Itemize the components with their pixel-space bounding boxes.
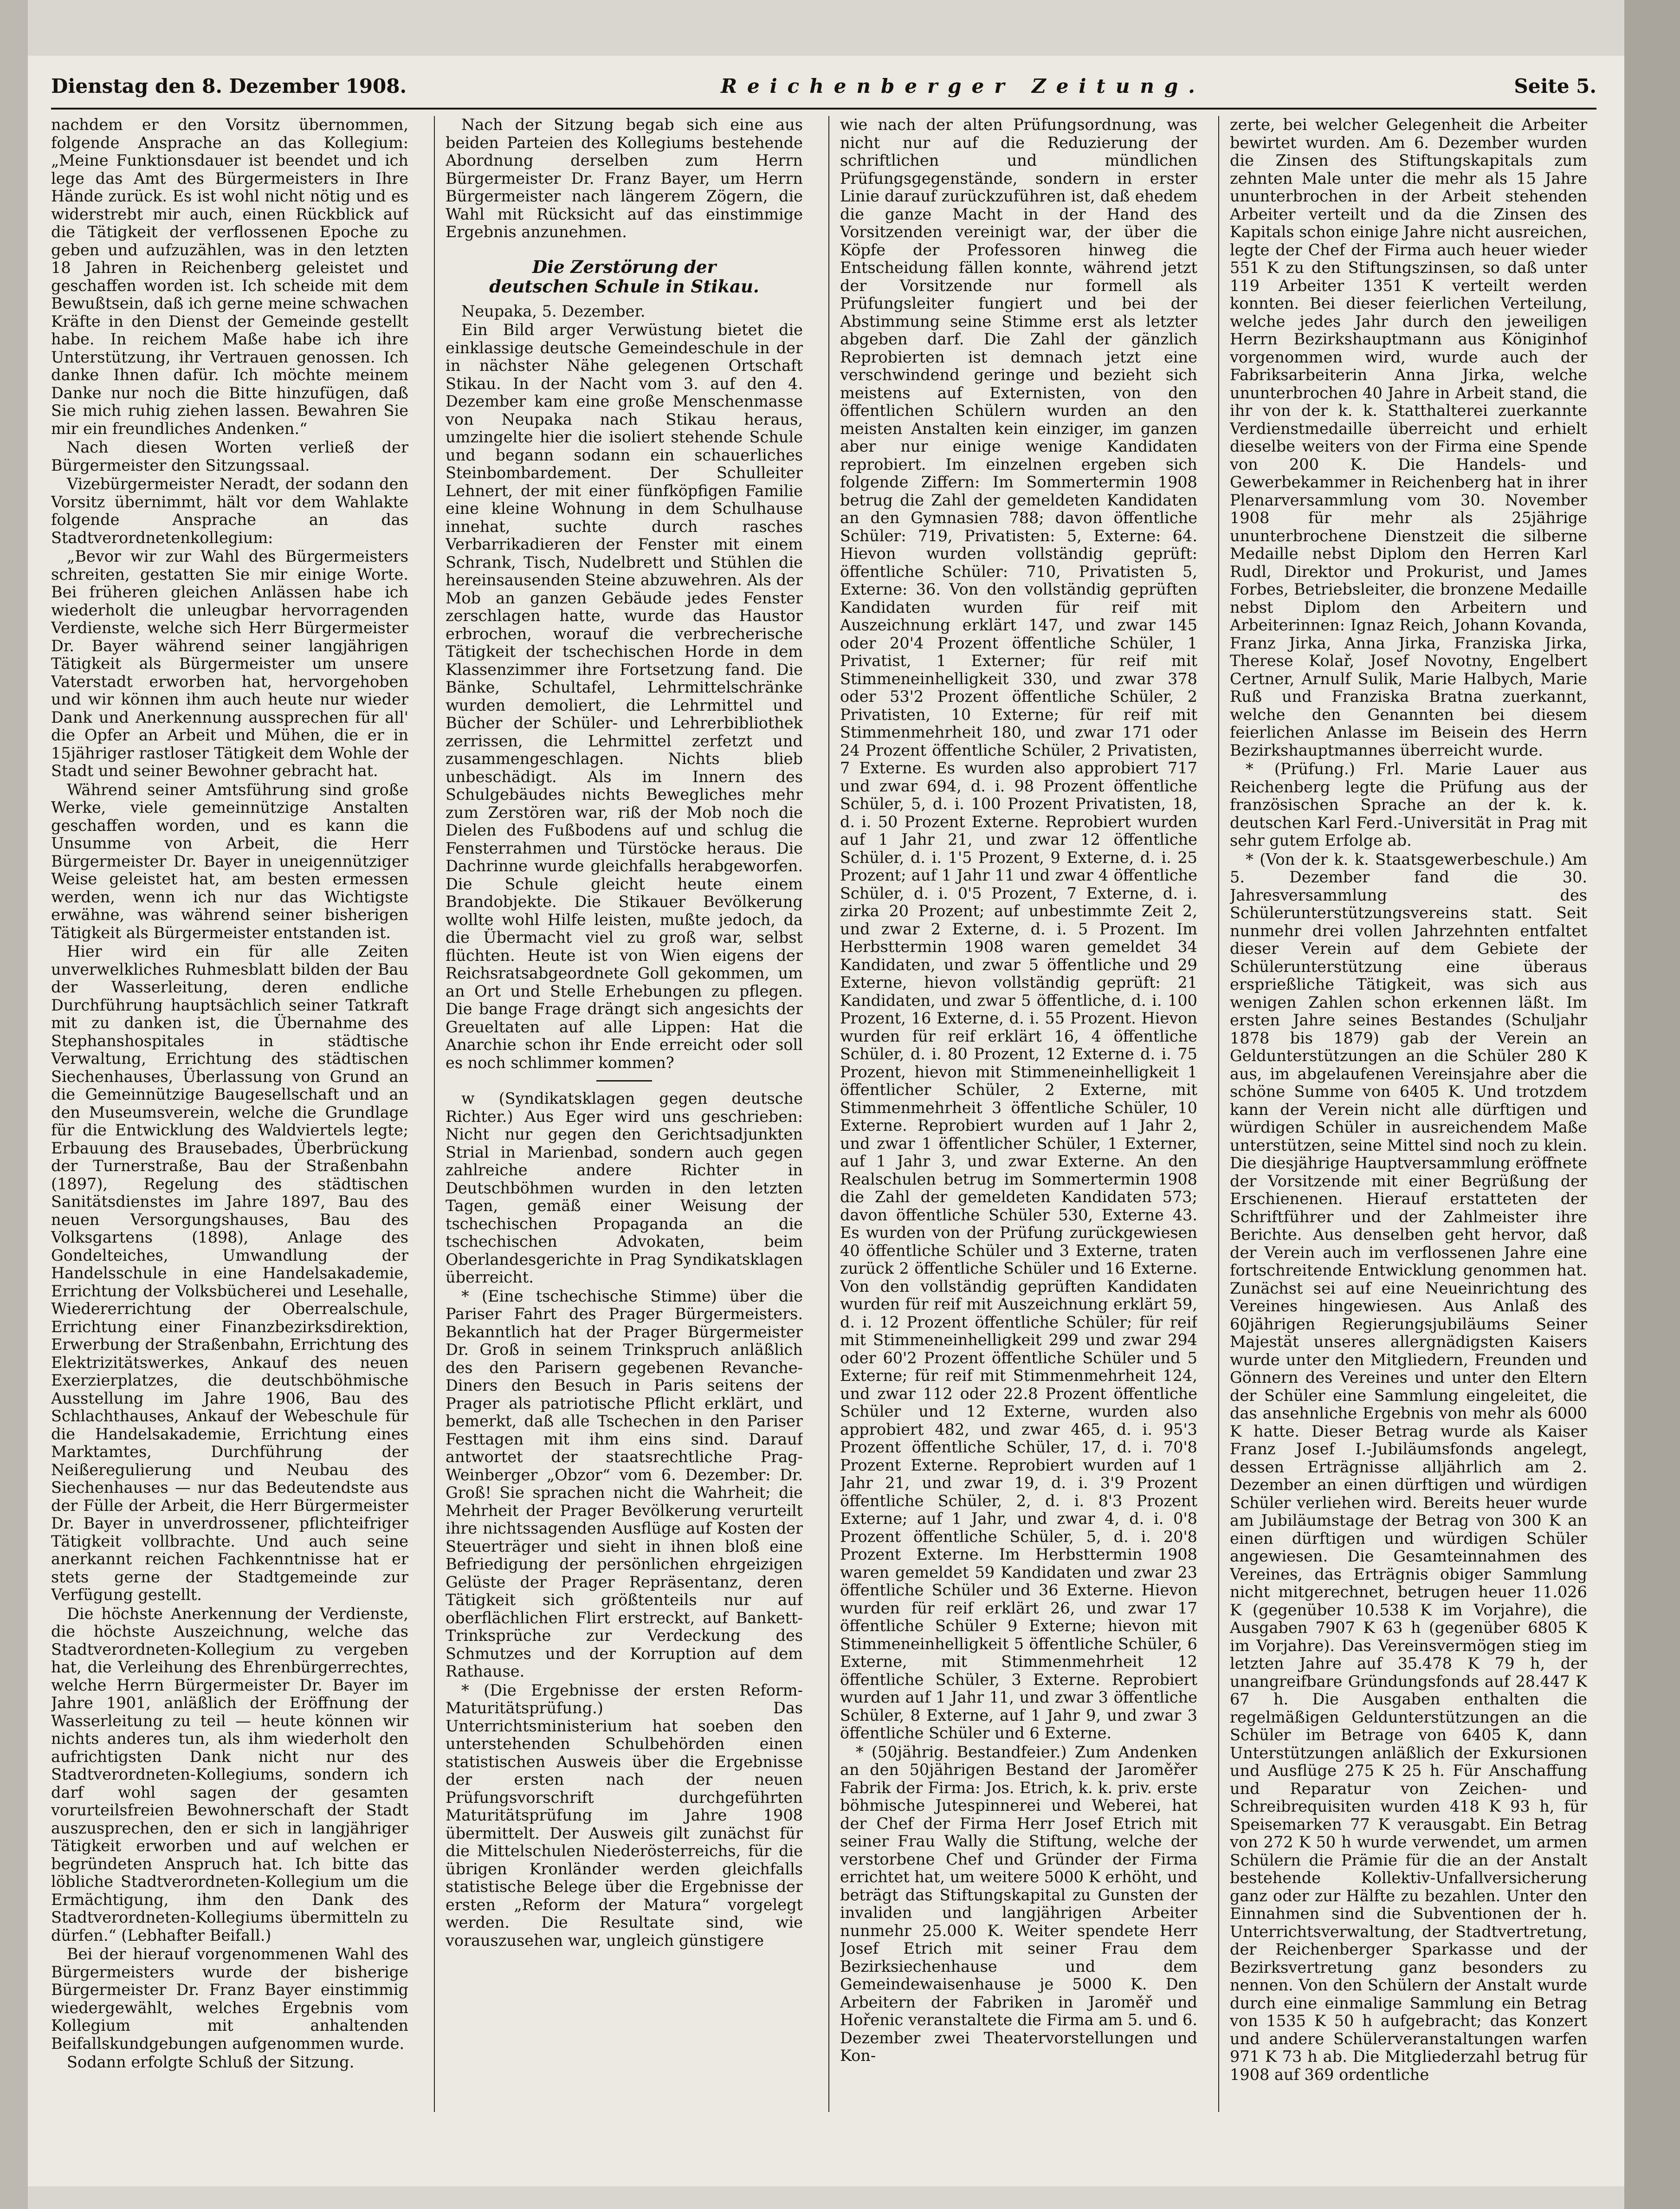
page-header <box>51 70 1596 102</box>
article-paragraph: „Bevor wir zur Wahl des Bürgermeisters schreiten, gestatten Sie mir einige Worte. Bei früheren gleichen Anlässen habe ich wiederholt die unleugbar hervorragenden Verdienste, welche sich Herr Bürgermeister Dr. Bayer während seiner langjährigen Tätigkeit als Bürgermeister um unsere Vaterstadt erworben hat, hervorgehoben und wir können ihm auch heute nur wieder Dank und Anerkennung aussprechen für all' die Opfer an Arbeit und Mühen, die er in 15jähriger rastloser Tätigkeit dem Wohle der Stadt und seiner Bewohner gebracht hat. <box>51 547 408 780</box>
article-paragraph: zerte, bei welcher Gelegenheit die Arbeiter bewirtet wurden. Am 6. Dezember wurden die Zinsen des Stiftungskapitals zum zehnten Male unter die mehr als 15 Jahre ununterbrochen in der Arbeit stehenden Arbeiter verteilt und da die Zinsen des Kapitals schon einige Jahre nicht ausreichen, legte der Chef der Firma auch heuer wieder 551 K zu den Stiftungszinsen, so daß unter 119 Arbeiter 1351 K verteilt werden konnten. Bei dieser feierlichen Verteilung, welche jedes Jahr durch den jeweiligen Herrn Bezirkshauptmann aus Königinhof vorgenommen wird, wurde auch der Fabriksarbeiterin Anna Jirka, welche ununterbrochen 40 Jahre in Arbeit stand, die ihr von der k. k. Statthalterei zuerkannte Verdienstmedaille überreicht und erhielt dieselbe weiters von der Firma eine Spende von 200 K. Die Handels- und Gewerbekammer in Reichenberg hat in ihrer Plenarversammlung vom 30. November 1908 für mehr als 25jährige ununterbrochene Dienstzeit die silberne Medaille nebst Diplom den Herren Karl Rudl, Direktor und Prokurist, und James Forbes, Betriebsleiter, die bronzene Medaille nebst Diplom den Arbeitern und Arbeiterinnen: Ignaz Reich, Johann Kovanda, Franz Jirka, Anna Jirka, Franziska Jirka, Therese Kolař, Josef Novotny, Engelbert Certner, Arnulf Sulik, Marie Halbych, Marie Ruß und Franziska Bratna zuerkannt, welche den Genannten bei diesem feierlichen Anlasse im Beisein des Herrn Bezirkshauptmannes überreicht wurde. <box>1230 116 1587 759</box>
page-number: Seite 5. <box>1514 74 1596 97</box>
headline-line-2: deutschen Schule in Stikau. <box>489 276 759 297</box>
article-separator <box>596 1080 652 1082</box>
article-paragraph: nachdem er den Vorsitz übernommen, folgende Ansprache an das Kollegium: „Meine Funktionsdauer ist beendet und ich lege das Amt des Bürgermeisters in Ihre Hände zurück. Es ist wohl nicht nötig und es widerstrebt mir auch, einen Rückblick auf die Tätigkeit der verflossenen Epoche zu geben und aufzuzählen, was in den letzten 18 Jahren in Reichenberg geleistet und geschaffen worden ist. Ich scheide mit dem Bewußtsein, daß ich gerne meine schwachen Kräfte in den Dienst der Gemeinde gestellt habe. In reichem Maße habe ich ihre Unterstützung, ihr Vertrauen genossen. Ich danke Ihnen dafür. Ich möchte meinem Danke nur noch die Bitte hinzufügen, daß Sie mich ruhig ziehen lassen. Bewahren Sie mir ein freundliches Andenken.“ <box>51 116 408 438</box>
scan-right-margin <box>1624 0 1680 2209</box>
article-paragraph: * (50jährig. Bestandfeier.) Zum Andenken an den 50jährigen Bestand der Jaroměřer Fabrik der Firma: Jos. Etrich, k. k. priv. erste böhmische Jutespinnerei und Weberei, hat der Chef der Firma Herr Josef Etrich mit seiner Frau Wally die Stiftung, welche der verstorbene Chef und Gründer der Firma errichtet hat, um weitere 5000 K erhöht, und beträgt das Stiftungskapital zu Gunsten der invaliden und langjährigen Arbeiter nunmehr 25.000 K. Weiter spendete Herr Josef Etrich mit seiner Frau dem Bezirksiechenhause und dem Gemeindewaisenhause je 5000 K. Den Arbeitern der Fabriken in Jaroměř und Hořenic veranstaltete die Firma am 5. und 6. Dezember zwei Theatervorstellungen und Kon- <box>840 1743 1197 2065</box>
article-paragraph: * (Eine tschechische Stimme) über die Pariser Fahrt des Prager Bürgermeisters. Bekanntlich hat der Prager Bürgermeister Dr. Groß in seinem Trinkspruch anläßlich des den Parisern gegebenen Revanche-Diners den Besuch in Paris seitens der Prager als patriotische Pflicht erklärt, und bemerkt, daß alle Tschechen in den Pariser Festtagen mit ihm eins sind. Darauf antwortet der staatsrechtliche Prag-Weinberger „Obzor“ vom 6. Dezember: Dr. Groß! Sie sprachen nicht die Wahrheit; die Mehrheit der Prager Bevölkerung verurteilt ihre nichtssagenden Ausflüge auf Kosten der Steuerträger und sieht in ihnen bloß eine Befriedigung der persönlichen ehrgeizigen Gelüste der Prager Repräsentanz, deren Tätigkeit sich größtenteils nur auf oberflächlichen Flirt erstreckt, auf Bankett-Trinksprüche zur Verdeckung des Schmutzes und der Korruption auf dem Rathause. <box>446 1287 803 1680</box>
column-rule <box>828 116 829 2112</box>
article-paragraph: w (Syndikatsklagen gegen deutsche Richter.) Aus Eger wird uns geschrieben: Nicht nur gegen den Gerichtsadjunkten Strial in Marienbad, sondern auch gegen zahlreiche andere Richter in Deutschböhmen wurden in den letzten Tagen, gemäß einer Weisung der tschechischen Propaganda an die tschechischen Advokaten, beim Oberlandesgerichte in Prag Syndikatsklagen überreicht. <box>446 1089 803 1286</box>
article-paragraph: * (Die Ergebnisse der ersten Reform-Maturitätsprüfung.) Das Unterrichtsministerium hat soeben den unterstehenden Schulbehörden einen statistischen Ausweis über die Ergebnisse der ersten nach der neuen Prüfungsvorschrift durchgeführten Maturitätsprüfung im Jahre 1908 übermittelt. Der Ausweis gilt zunächst für die Mittelschulen Niederösterreichs, für die übrigen Kronländer werden gleichfalls statistische Belege über die Ergebnisse der ersten „Reform der Matura“ vorgelegt werden. Die Resultate sind, wie vorauszusehen war, ungleich günstigere <box>446 1681 803 1950</box>
article-paragraph: wie nach der alten Prüfungsordnung, was nicht nur auf die Reduzierung der schriftlichen und mündlichen Prüfungsgegenstände, sondern in erster Linie darauf zurückzuführen ist, daß ehedem die ganze Macht in der Hand des Vorsitzenden vereinigt war, der über die Köpfe der Professoren hinweg die Entscheidung fällen konnte, während jetzt der Vorsitzende nur formell als Prüfungsleiter fungiert und bei der Abstimmung seine Stimme erst als letzter abgeben darf. Die Zahl der gänzlich Reprobierten ist demnach jetzt eine verschwindend geringe und bezieht sich meistens auf Externisten, von den öffentlichen Schülern wurden an den meisten Anstalten kein einziger, im ganzen aber nur einige wenige Kandidaten reprobiert. Im einzelnen ergeben sich folgende Ziffern: Im Sommertermin 1908 betrug die Zahl der gemeldeten Kandidaten an den Gymnasien 788; davon öffentliche Schüler: 719, Privatisten: 5, Externe: 64. Hievon wurden vollständig geprüft: öffentliche Schüler: 710, Privatisten 5, Externe: 36. Von den vollständig geprüften Kandidaten wurden für reif mit Auszeichnung erklärt 147, und zwar 145 oder 20'4 Prozent öffentliche Schüler, 1 Privatist, 1 Externer; für reif mit Stimmeneinhelligkeit 330, und zwar 378 oder 53'2 Prozent öffentliche Schüler, 2 Privatisten, 10 Externe; für reif mit Stimmenmehrheit 180, und zwar 171 oder 24 Prozent öffentliche Schüler, 2 Privatisten, 7 Externe. Es wurden also approbiert 717 und zwar 694, d. i. 98 Prozent öffentliche Schüler, 5, d. i. 100 Prozent Privatisten, 18, d. i. 50 Prozent Externe. Reprobiert wurden auf 1 Jahr 21, und zwar 12 öffentliche Schüler, d. i. 1'5 Prozent, 9 Externe, d. i. 25 Prozent; auf 1 Jahr 11 und zwar 4 öffentliche Schüler, d. i. 0'5 Prozent, 7 Externe, d. i. zirka 20 Prozent; auf unbestimmte Zeit 2, und zwar 2 Externe, d. i. 5 Prozent. Im Herbsttermin 1908 waren gemeldet 34 Kandidaten, und zwar 5 öffentliche und 29 Externe, hievon vollständig geprüft: 21 Kandidaten, und zwar 5 öffentliche, d. i. 100 Prozent, 16 Externe, d. i. 55 Prozent. Hievon wurden für reif erklärt 16, 4 öffentliche Schüler, d. i. 80 Prozent, 12 Externe d. i. 75 Prozent, hievon mit Stimmeneinhelligkeit 1 öffentlicher Schüler, 2 Externe, mit Stimmenmehrheit 3 öffentliche Schüler, 10 Externe. Reprobiert wurden auf 1 Jahr 2, und zwar 1 öffentlicher Schüler, 1 Externer, auf 1 Jahr 3, und zwar Externe. An den Realschulen betrug im Sommertermin 1908 die Zahl der gemeldeten Kandidaten 573; davon öffentliche Schüler 530, Externe 43. Es wurden von der Prüfung zurückgewiesen 40 öffentliche Schüler und 3 Externe, traten zurück 2 öffentliche Schüler und 16 Externe. Von den vollständig geprüften Kandidaten wurden für reif mit Auszeichnung erklärt 59, d. i. 12 Prozent öffentliche Schüler; für reif mit Stimmeneinhelligkeit 299 und zwar 294 oder 60'2 Prozent öffentliche Schüler und 5 Externe; für reif mit Stimmenmehrheit 124, und zwar 112 oder 22.8 Prozent öffentliche Schüler und 12 Externe, wurden also approbiert 482, und zwar 465, d. i. 95'3 Prozent öffentliche Schüler, 17, d. i. 70'8 Prozent Externe. Reprobiert wurden auf 1 Jahr 21, und zwar 19, d. i. 3'9 Prozent öffentliche Schüler, 2, d. i. 8'3 Prozent Externe; auf 1 Jahr, und zwar 4, d. i. 0'8 Prozent öffentliche Schüler, 5, d. i. 20'8 Prozent Externe. Im Herbsttermin 1908 waren gemeldet 59 Kandidaten und zwar 23 öffentliche Schüler und 36 Externe. Hievon wurden für reif erklärt 26, und zwar 17 öffentliche Schüler 9 Externe; hievon mit Stimmeneinhelligkeit 5 öffentliche Schüler, 6 Externe, mit Stimmenmehrheit 12 öffentliche Schüler, 3 Externe. Reprobiert wurden auf 1 Jahr 11, und zwar 3 öffentliche Schüler, 8 Externe, auf 1 Jahr 9, und zwar 3 öffentliche Schüler und 6 Externe. <box>840 116 1197 1742</box>
column-4 <box>1230 116 1587 2112</box>
column-rule <box>434 116 435 2112</box>
article-paragraph: Vizebürgermeister Neradt, der sodann den Vorsitz übernimmt, hält vor dem Wahlakte folgende Ansprache an das Stadtverordnetenkollegium: <box>51 475 408 547</box>
column-1 <box>51 116 408 2112</box>
article-paragraph: Nach diesen Worten verließ der Bürgermeister den Sitzungssaal. <box>51 438 408 474</box>
article-paragraph: Während seiner Amtsführung sind große Werke, viele gemeinnützige Anstalten geschaffen worden, und es kann die Unsumme von Arbeit, die Herr Bürgermeister Dr. Bayer in uneigennütziger Weise geleistet hat, am besten ermessen werden, wenn ich nur das Wichtigste erwähne, was während seiner bisherigen Tätigkeit als Bürgermeister entstanden ist. <box>51 780 408 942</box>
article-paragraph: * (Von der k. k. Staatsgewerbeschule.) Am 5. Dezember fand die 30. Jahresversammlung des Schülerunterstützungsvereins statt. Seit nunmehr drei vollen Jahrzehnten entfaltet dieser Verein auf dem Gebiete der Schülerunterstützung eine überaus ersprießliche Tätigkeit, was sich aus wenigen Zahlen schon erkennen läßt. Im ersten Jahre seines Bestandes (Schuljahr 1878 bis 1879) gab der Verein an Geldunterstützungen an die Schüler 280 K aus, im abgelaufenen Vereinsjahre aber die schöne Summe von 6405 K. Und trotzdem kann der Verein nicht alle dürftigen und würdigen Schüler in ausreichendem Maße unterstützen, seine Mittel sind noch zu klein. Die diesjährige Hauptversammlung eröffnete der Vorsitzende mit einer Begrüßung der Erschienenen. Hierauf erstatteten der Schriftführer und der Zahlmeister ihre Berichte. Aus denselben geht hervor, daß der Verein auch im verflossenen Jahre eine fortschreitende Entwicklung genommen hat. Zunächst sei auf eine Neueinrichtung des Vereines hingewiesen. Aus Anlaß des 60jährigen Regierungsjubiläums Seiner Majestät unseres allergnädigsten Kaisers wurde unter den Mitgliedern, Freunden und Gönnern des Vereines und unter den Eltern der Schüler eine Sammlung eingeleitet, die das ansehnliche Ergebnis von mehr als 6000 K hatte. Dieser Betrag wurde als Kaiser Franz Josef I.-Jubiläumsfonds angelegt, dessen Erträgnisse alljährlich am 2. Dezember an einen dürftigen und würdigen Schüler verliehen wird. Bereits heuer wurde am Jubiläumstage der Betrag von 300 K an einen dürftigen und würdigen Schüler angewiesen. Die Gesamteinnahmen des Vereines, das Erträgnis obiger Sammlung nicht mitgerechnet, betrugen heuer 11.026 K (gegenüber 10.538 K im Vorjahre), die Ausgaben 7907 K 63 h (gegenüber 6805 K im Vorjahre). Das Vereinsvermögen stieg im letzten Jahre auf 35.478 K 79 h, der unangreifbare Gründungsfonds auf 28.447 K 67 h. Die Ausgaben enthalten die regelmäßigen Geldunterstützungen an die Schüler im Betrage von 6405 K, dann Unterstützungen anläßlich der Exkursionen und Ausflüge 275 K 25 h. Für Anschaffung und Reparatur von Zeichen- und Schreibrequisiten wurden 418 K 93 h, für Speisemarken 77 K verausgabt. Ein Betrag von 272 K 50 h wurde verwendet, um armen Schülern die Prämie für die an der Anstalt bestehende Kollektiv-Unfallversicherung ganz oder zur Hälfte zu bezahlen. Unter den Einnahmen sind die Subventionen der h. Unterrichtsverwaltung, der Stadtvertretung, der Reichenberger Sparkasse und der Bezirksvertretung ganz besonders zu nennen. Von den Schülern der Anstalt wurde durch eine einmalige Sammlung ein Betrag von 1535 K 50 h aufgebracht; das Konzert und andere Schülerveranstaltungen warfen 971 K 73 h ab. Die Mitgliederzahl betrug für 1908 auf 369 ordentliche <box>1230 850 1587 2084</box>
header-date: Dienstag den 8. Dezember 1908. <box>51 74 407 97</box>
masthead: Reichenberger Zeitung. <box>721 74 1205 97</box>
article-headline <box>446 257 803 296</box>
headline-line-1: Die Zerstörung der <box>532 256 717 277</box>
column-2 <box>446 116 803 2112</box>
article-paragraph: Hier wird ein für alle Zeiten unverwelkliches Ruhmesblatt bilden der Bau der Wasserleitung, deren endliche Durchführung hauptsächlich seiner Tatkraft mit zu danken ist, die Übernahme des Stephanshospitales in städtische Verwaltung, Errichtung des städtischen Siechenhauses, Überlassung von Grund an die Gemeinnützige Baugesellschaft und an den Museumsverein, welche die Grundlage für die Entwicklung des Waldviertels legte; Erbauung des Brausebades, Überbrückung der Turnerstraße, Bau der Straßenbahn (1897), Regelung des städtischen Sanitätsdienstes im Jahre 1897, Bau des neuen Versorgungshauses, Bau des Volksgartens (1898), Anlage des Gondelteiches, Umwandlung der Handelsschule in eine Handelsakademie, Errichtung der Volksbücherei und Lesehalle, Wiedererrichtung der Oberrealschule, Errichtung einer Finanzbezirksdirektion, Erwerbung der Straßenbahn, Errichtung des Elektrizitätswerkes, Ankauf des neuen Exerzierplatzes, die deutschböhmische Ausstellung im Jahre 1906, Bau des Schlachthauses, Ankauf der Webeschule für die Handelsakademie, Errichtung eines Marktamtes, Durchführung der Neißeregulierung und Neubau des Siechenhauses — nur das Bedeutendste aus der Fülle der Arbeit, die Herr Bürgermeister Dr. Bayer in unverdrossener, pflichteifriger Tätigkeit vollbrachte. Und auch seine anerkannt reichen Fachkenntnisse hat er stets gerne der Stadtgemeinde zur Verfügung gestellt. <box>51 942 408 1604</box>
article-paragraph: Ein Bild arger Verwüstung bietet die einklassige deutsche Gemeindeschule in der in nächster Nähe gelegenen Ortschaft Stikau. In der Nacht vom 3. auf den 4. Dezember kam eine große Menschenmasse von Neupaka nach Stikau heraus, umzingelte hier die isoliert stehende Schule und begann sodann ein schauerliches Steinbombardement. Der Schulleiter Lehnert, der mit einer fünfköpfigen Familie eine kleine Wohnung in dem Schulhause innehat, suchte durch rasches Verbarrikadieren der Fenster mit einem Schrank, Tisch, Nudelbrett und Stühlen die hereinsausenden Steine abzuwehren. Als der Mob an ganzen Gebäude jedes Fenster zerschlagen hatte, wurde das Haustor erbrochen, worauf die verbrecherische Tätigkeit der tschechischen Horde in dem Klassenzimmer ihre Fortsetzung fand. Die Bänke, Schultafel, Lehrmittelschränke wurden demoliert, die Lehrmittel und Bücher der Schüler- und Lehrerbibliothek zerrissen, die Lehrmittel zerfetzt und zusammengeschlagen. Nichts blieb unbeschädigt. Als im Innern des Schulgebäudes nichts Bewegliches mehr zum Zerstören war, riß der Mob noch die Dielen des Fußbodens auf und schlug die Fensterrahmen und Türstöcke heraus. Die Dachrinne wurde gleichfalls herabgeworfen. Die Schule gleicht heute einem Brandobjekte. Die Stikauer Bevölkerung wollte wohl Hilfe leisten, mußte jedoch, da die Übermacht viel zu groß war, selbst flüchten. Heute ist von Wien eigens der Reichsratsabgeordnete Goll gekommen, um an Ort und Stelle Erhebungen zu pflegen. Die bange Frage drängt sich angesichts der Greueltaten auf alle Lippen: Hat die Anarchie schon ihr Ende erreicht oder soll es noch schlimmer kommen? <box>446 321 803 1072</box>
article-paragraph: Bei der hierauf vorgenommenen Wahl des Bürgermeisters wurde der bisherige Bürgermeister Dr. Franz Bayer einstimmig wiedergewählt, welches Ergebnis vom Kollegium mit anhaltenden Beifallskundgebungen aufgenommen wurde. <box>51 1945 408 2053</box>
article-paragraph: Sodann erfolgte Schluß der Sitzung. <box>67 2053 355 2071</box>
column-rule <box>1218 116 1219 2112</box>
column-3 <box>840 116 1197 2112</box>
article-paragraph: Nach der Sitzung begab sich eine aus beiden Parteien des Kollegiums bestehende Abordnung derselben zum Herrn Bürgermeister Dr. Franz Bayer, um Herrn Bürgermeister nach längerem Zögern, die Wahl mit Rücksicht auf das einstimmige Ergebnis anzunehmen. <box>446 116 803 241</box>
scan-left-margin <box>0 0 28 2209</box>
header-rule <box>51 108 1596 110</box>
article-paragraph: * (Prüfung.) Frl. Marie Lauer aus Reichenberg legte die Prüfung aus der französischen Sprache an der k. k. deutschen Karl Ferd.-Universität in Prag mit sehr gutem Erfolge ab. <box>1230 760 1587 849</box>
dateline: Neupaka, 5. Dezember. <box>461 302 646 320</box>
article-paragraph: Die höchste Anerkennung der Verdienste, die höchste Auszeichnung, welche das Stadtverordneten-Kollegium zu vergeben hat, die Verleihung des Ehrenbürgerrechtes, welche Herrn Bürgermeister Dr. Bayer im Jahre 1901, anläßlich der Eröffnung der Wasserleitung zu teil — heute können wir nichts anderes tun, als ihm wiederholt den aufrichtigsten Dank nicht nur des Stadtverordneten-Kollegiums, sondern ich darf wohl sagen der gesamten vorurteilsfreien Bewohnerschaft der Stadt auszusprechen, den er sich in langjähriger Tätigkeit erworben und auf welchen er begründeten Anspruch hat. Ich bitte das löbliche Stadtverordneten-Kollegium um die Ermächtigung, ihm den Dank des Stadtverordneten-Kollegiums übermitteln zu dürfen.“ (Lebhafter Beifall.) <box>51 1604 408 1944</box>
